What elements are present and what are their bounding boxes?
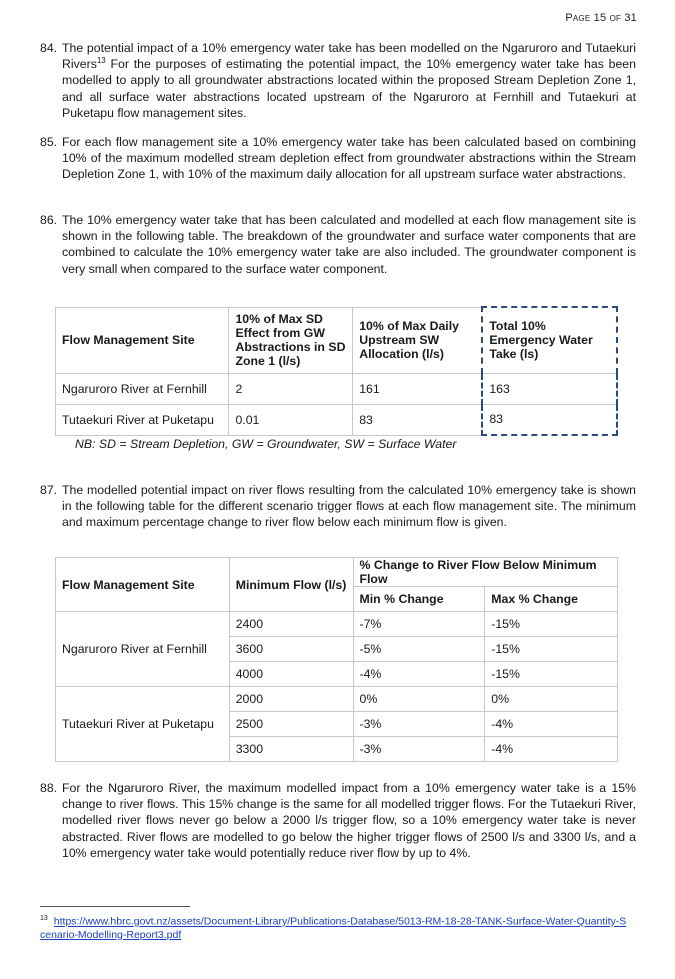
paragraph-86 bbox=[40, 212, 636, 277]
table-cell: -4% bbox=[485, 737, 618, 762]
paragraph-text: The 10% emergency water take that has been calculated and modelled at each flow management site is shown in the following table. The breakdown of the groundwater and surface water components that are combined to calculate the 10% emergency water take are also included. The groundwater component is very small when compared to the surface water component. bbox=[62, 213, 636, 276]
table-cell-total: 163 bbox=[482, 373, 617, 404]
column-header: % Change to River Flow Below Minimum Flow bbox=[353, 558, 618, 587]
paragraph-88 bbox=[40, 780, 636, 861]
page-total: 31 bbox=[624, 12, 637, 24]
page-number: 15 bbox=[593, 12, 607, 24]
footnote-number: 13 bbox=[40, 915, 48, 922]
column-header: Minimum Flow (l/s) bbox=[229, 558, 353, 612]
paragraph-84 bbox=[40, 40, 636, 121]
table-cell: 2 bbox=[229, 373, 353, 404]
column-header: Max % Change bbox=[485, 587, 618, 612]
table-cell: 3300 bbox=[229, 737, 353, 762]
table-note: NB: SD = Stream Depletion, GW = Groundwater, SW = Surface Water bbox=[75, 437, 457, 451]
table-cell: 83 bbox=[353, 404, 483, 435]
paragraph-text: The modelled potential impact on river flows resulting from the calculated 10% emergency take is shown in the following table for the different scenario trigger flows at each flow management site. The minimum and maximum percentage change to river flow below each minimum flow is given. bbox=[62, 483, 636, 530]
table-cell: -15% bbox=[485, 612, 618, 637]
table-cell: 161 bbox=[353, 373, 483, 404]
table-header-row bbox=[56, 558, 618, 587]
table-cell: -3% bbox=[353, 712, 485, 737]
table-row bbox=[56, 373, 618, 404]
footnote-ref[interactable]: 13 bbox=[96, 56, 106, 66]
table-cell: 3600 bbox=[229, 637, 353, 662]
paragraph-87 bbox=[40, 482, 636, 531]
column-header-total: Total 10% Emergency Water Take (ls) bbox=[482, 307, 617, 373]
table-cell: -15% bbox=[485, 637, 618, 662]
table-row bbox=[56, 612, 618, 637]
footnote-divider bbox=[40, 906, 190, 907]
table-cell-total: 83 bbox=[482, 404, 617, 435]
paragraph-85 bbox=[40, 134, 636, 183]
table-cell: 0% bbox=[353, 687, 485, 712]
table-row bbox=[56, 687, 618, 712]
column-header: Flow Management Site bbox=[56, 558, 230, 612]
footnote bbox=[40, 912, 630, 942]
page-header bbox=[565, 12, 637, 24]
table-header-row bbox=[56, 307, 618, 373]
site-cell: Ngaruroro River at Fernhill bbox=[56, 612, 230, 687]
paragraph-text: For the Ngaruroro River, the maximum modelled impact from a 10% emergency water take is a 15% change to river flows. This 15% change is the same for all modelled trigger flows. For the Tutaekuri River, modelled river flows never go below a 2000 l/s trigger flow, so a 10% emergency water take is never abstracted. River flows are modelled to go below the higher trigger flows of 2500 l/s and 3300 l/s, and a 10% emergency water take would potentially reduce river flow by up to 4%. bbox=[62, 781, 636, 860]
page-label: Page bbox=[565, 12, 591, 24]
table-cell: 2000 bbox=[229, 687, 353, 712]
table-cell: 0% bbox=[485, 687, 618, 712]
river-flow-impact-table bbox=[55, 557, 618, 762]
paragraph-text bbox=[62, 40, 636, 121]
paragraph-number: 87. bbox=[40, 483, 58, 497]
table-cell: 2500 bbox=[229, 712, 353, 737]
column-header: 10% of Max SD Effect from GW Abstractions in SD Zone 1 (l/s) bbox=[229, 307, 353, 373]
table-cell: Ngaruroro River at Fernhill bbox=[56, 373, 229, 404]
table-cell: 4000 bbox=[229, 662, 353, 687]
emergency-take-table bbox=[55, 306, 618, 436]
paragraph-text: For each flow management site a 10% emergency water take has been calculated based on combining 10% of the maximum modelled stream depletion effect from groundwater abstractions within the Stream Depletion Zone 1, with 10% of the maximum daily allocation for all upstream surface water abstractions. bbox=[62, 135, 636, 182]
table-cell: -7% bbox=[353, 612, 485, 637]
footnote-link[interactable]: https://www.hbrc.govt.nz/assets/Document-Library/Publications-Database/5013-RM-18-28-TANK-Surface-Water-Quantity-Scenario-Modelling-Report3.pdf bbox=[40, 915, 627, 941]
table-cell: -4% bbox=[485, 712, 618, 737]
paragraph-text-a: The potential impact of a 10% emergency water take has been modelled on the Ngaruroro and Tutaekuri Rivers bbox=[62, 41, 636, 72]
table-cell: Tutaekuri River at Puketapu bbox=[56, 404, 229, 435]
table-cell: 0.01 bbox=[229, 404, 353, 435]
column-header: Flow Management Site bbox=[56, 307, 229, 373]
table-cell: -4% bbox=[353, 662, 485, 687]
table-cell: -3% bbox=[353, 737, 485, 762]
table-row bbox=[56, 404, 618, 435]
table-cell: -15% bbox=[485, 662, 618, 687]
paragraph-text-b: For the purposes of estimating the potential impact, the 10% emergency water take has been modelled to apply to all groundwater abstractions located within the proposed Stream Depletion Zone 1, and all surface water abstractions located upstream of the Ngaruroro at Fernhill and Tutaekuri at Puketapu flow management sites. bbox=[62, 57, 636, 120]
paragraph-number: 84. bbox=[40, 41, 58, 55]
paragraph-number: 88. bbox=[40, 781, 58, 795]
page-of: of bbox=[609, 12, 622, 24]
table-cell: 2400 bbox=[229, 612, 353, 637]
site-cell: Tutaekuri River at Puketapu bbox=[56, 687, 230, 762]
column-header: 10% of Max Daily Upstream SW Allocation (l/s) bbox=[353, 307, 483, 373]
table-cell: -5% bbox=[353, 637, 485, 662]
paragraph-number: 85. bbox=[40, 135, 58, 149]
paragraph-number: 86. bbox=[40, 213, 58, 227]
column-header: Min % Change bbox=[353, 587, 485, 612]
